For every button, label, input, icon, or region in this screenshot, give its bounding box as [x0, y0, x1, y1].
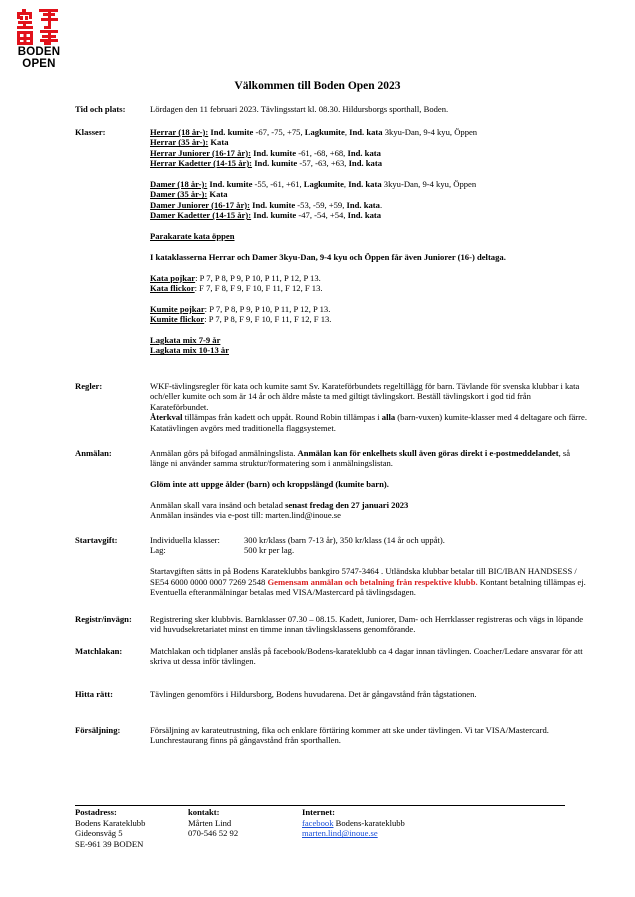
herrar-class-row: [150, 127, 590, 137]
damer-class-rest-bold3: Ind. kata: [348, 179, 382, 190]
matchlakan-text: Matchlakan och tidplaner anslås på facebook/Bodens-karateklubb ca 4 dagar innan tävlingen. Coacher/Ledare ansvarar för att skriva ut dessa inför tävlingen.: [150, 646, 583, 667]
herrar-class-name: Herrar Kadetter (14-15 år):: [150, 158, 253, 169]
glom-note: Glöm inte att uppge ålder (barn) och kroppslängd (kumite barn).: [150, 479, 389, 490]
kata-flickor-classes: : F 7, F 8, F 9, F 10, F 11, F 12, F 13.: [194, 283, 323, 294]
damer-class-rest2: ,: [343, 179, 349, 190]
anmalan-p1c: , så länge ni använder samma struktur/formatering som i anmälningslistan.: [150, 448, 571, 469]
damer-class-rest-bold1: Ind. kumite: [207, 179, 253, 190]
regler-label: Regler:: [75, 381, 103, 391]
anmalan-p1a: Anmälan görs på bifogad anmälningslista.: [150, 448, 298, 458]
startavgift-p2a: Startavgiften sätts in på Bodens Karateklubbs bankgiro 5747-3464 . Utländska klubbar betalar till BIC/IBAN HANDSESS / SE54 6000 0000 0007 7269 2548: [150, 566, 577, 587]
damer-class-name: Damer Kadetter (14-15 år):: [150, 210, 252, 221]
startavgift-text: [150, 535, 590, 597]
forsaljning-label: Försäljning:: [75, 725, 121, 735]
herrar-class-row: [150, 137, 590, 147]
klasser-content: [150, 127, 590, 356]
footer-internet: [302, 807, 405, 839]
internet-label: Internet:: [302, 807, 335, 817]
damer-class-name: Damer (18 år-):: [150, 179, 208, 190]
anmalan-text: [150, 448, 590, 521]
damer-class-rest-bold1: Ind. kumite: [251, 210, 297, 221]
klasser-label: Klasser:: [75, 127, 106, 137]
damer-class-row: [150, 189, 590, 199]
herrar-class-rest-bold1: Ind. kumite: [252, 158, 298, 169]
kata-flickor-label: Kata flickor: [150, 283, 195, 294]
anmalan-p3a: Anmälan skall vara insänd och betalad: [150, 500, 286, 510]
boden-open-logo: [14, 8, 64, 70]
ind-fee: 300 kr/klass (barn 7-13 år), 350 kr/klass (14 år och uppåt).: [244, 535, 445, 545]
herrar-class-rest-bold1: Ind. kumite: [208, 127, 254, 137]
kumite-flickor-label: Kumite flickor: [150, 314, 205, 325]
kontakt-label: kontakt:: [188, 807, 220, 817]
regler-p2b: (barn-vuxen) kumite-klasser med 4 deltagare och färre. Katatävlingen avgörs med traditionella flaggsystemet.: [150, 412, 587, 433]
hitta-text: Tävlingen genomförs i Hildursborg, Bodens huvudarena. Det är gångavstånd från tågstationen.: [150, 689, 477, 699]
anmalan-email-line: Anmälan insändes via e-post till: marten.lind@inoue.se: [150, 510, 341, 521]
damer-class-row: [150, 210, 590, 220]
herrar-class-rest1: -67, -75, +75,: [253, 127, 305, 137]
kumite-pojkar-classes: : P 7, P 8, P 9, P 10, P 11, P 12, P 13.: [204, 303, 331, 314]
herrar-class-rest-bold1: Ind. kumite: [250, 147, 297, 158]
damer-class-row: [150, 179, 590, 189]
parakarate-class: Parakarate kata öppen: [150, 231, 235, 242]
damer-class-name: Damer Juniorer (16-17 år):: [150, 199, 250, 210]
anmalan-label: Anmälan:: [75, 448, 112, 458]
page-title: Välkommen till Boden Open 2023: [234, 80, 401, 92]
damer-class-rest1: -47, -54, +54,: [296, 210, 348, 221]
herrar-class-rest3: 3kyu-Dan, 9-4 kyu, Öppen: [382, 127, 478, 137]
regler-p2a: tillämpas från kadett och uppåt. Round Robin tillämpas i: [182, 412, 382, 423]
logo-text-boden: BODEN: [17, 46, 61, 58]
herrar-class-name: Herrar (35 år-):: [150, 137, 209, 148]
damer-class-rest1: -55, -61, +61,: [252, 179, 304, 190]
herrar-class-rest-bold2: Lagkumite: [304, 127, 345, 137]
email-link[interactable]: marten.lind@inoue.se: [302, 828, 378, 839]
kumite-pojkar-label: Kumite pojkar: [150, 303, 205, 314]
lag-label: Lag:: [150, 545, 166, 556]
hitta-label: Hitta rätt:: [75, 689, 113, 699]
post-line-3: SE-961 39 BODEN: [75, 838, 144, 849]
herrar-class-row: [150, 158, 590, 168]
kata-note: I kataklasserna Herrar och Damer 3kyu-Dan, 9-4 kyu och Öppen får även Juniorer (16-) deltaga.: [150, 251, 506, 262]
logo-text-open: OPEN: [22, 58, 56, 70]
damer-class-rest-bold2: Ind. kata: [346, 199, 380, 210]
damer-class-rest3: 3kyu-Dan, 9-4 kyu, Öppen: [381, 179, 477, 190]
facebook-link[interactable]: facebook: [302, 817, 334, 828]
alla-word: alla: [381, 412, 396, 423]
lag-fee: 500 kr per lag.: [244, 545, 295, 556]
herrar-class-name: Herrar Juniorer (16-17 år):: [150, 147, 251, 158]
herrar-class-rest-bold2: Ind. kata: [347, 147, 381, 158]
tid-label: Tid och plats:: [75, 104, 126, 114]
regler-text: [150, 381, 590, 433]
aterkval-word: Återkval: [150, 412, 183, 423]
herrar-class-rest1: -57, -63, +63,: [297, 158, 349, 169]
startavgift-p2b: Kontant betalning tillämpas ej. Eventuella efteranmälningar betalas med VISA/Mastercard på tävlingsdagen.: [150, 576, 586, 598]
damer-list: [150, 179, 590, 221]
ind-label: Individuella klasser:: [150, 535, 220, 545]
kumite-flickor-classes: : P 7, P 8, F 9, F 10, F 11, F 12, F 13.: [204, 314, 332, 325]
damer-class-rest-bold2: Lagkumite: [303, 179, 344, 190]
post-line-1: Bodens Karateklubb: [75, 817, 146, 828]
anmalan-p1b: Anmälan kan för enkelhets skull även göras direkt i e-postmeddelandet: [297, 448, 559, 458]
forsaljning-text: Försäljning av karateutrustning, fika och enklare förtäring kommer att ske under tävlingen. Vi tar VISA/Mastercard. Lunchrestaurang finns på gångavstånd från sporthallen.: [150, 725, 549, 746]
footer-postadress: [75, 807, 145, 849]
footer-kontakt: [188, 807, 238, 839]
damer-class-rest1: -53, -59, +59,: [295, 199, 347, 210]
damer-class-rest2: .: [379, 199, 383, 210]
herrar-class-rest1: -61, -68, +68,: [296, 147, 348, 158]
damer-class-row: [150, 200, 590, 210]
herrar-class-rest2: ,: [344, 127, 350, 137]
herrar-list: [150, 127, 590, 169]
matchlakan-label: Matchlakan:: [75, 646, 123, 656]
damer-class-rest-bold1: Ind. kumite: [250, 199, 296, 210]
registr-text: Registrering sker klubbvis. Barnklasser 07.30 – 08.15. Kadett, Juniorer, Dam- och Herrklasser registreras och vägs in löpande vid huvudsekretariatet minst en timme innan tävlingsklassens genomförande.: [150, 614, 584, 635]
tid-text: Lördagen den 11 februari 2023. Tävlingsstart kl. 08.30. Hildursborgs sporthall, Boden.: [150, 104, 449, 114]
gemensam-warning: Gemensam anmälan och betalning från respektive klubb.: [267, 576, 478, 587]
kontakt-name: Mårten Lind: [188, 817, 232, 828]
damer-class-name: Damer (35 år-):: [150, 189, 208, 200]
facebook-page-name: Bodens-karateklubb: [333, 817, 405, 828]
damer-class-rest-bold1: Kata: [207, 189, 228, 200]
regler-p1: WKF-tävlingsregler för kata och kumite samt Sv. Karateförbundets regeltillägg för barn. Tävlande för svenska klubbar i kata och/eller kumite och som är 14 år och äldre måste ta med giltigt tävlingskort. Beställ tävlingskort i god tid från Karateförbundet.: [150, 381, 580, 412]
registr-label: Registr/invägn:: [75, 614, 132, 624]
footer: [75, 805, 565, 849]
kanji-emblem-icon: [14, 8, 64, 46]
lagkata-7-9: Lagkata mix 7-9 år: [150, 335, 221, 346]
herrar-class-rest-bold1: Kata: [208, 137, 229, 148]
kontakt-phone: 070-546 52 92: [188, 828, 239, 839]
herrar-class-row: [150, 148, 590, 158]
footer-divider: [75, 805, 565, 806]
lagkata-10-13: Lagkata mix 10-13 år: [150, 345, 230, 356]
post-label: Postadress:: [75, 807, 117, 817]
startavgift-label: Startavgift:: [75, 535, 118, 545]
damer-class-rest-bold2: Ind. kata: [347, 210, 382, 221]
herrar-class-rest-bold3: Ind. kata: [349, 127, 383, 137]
kata-pojkar-classes: : P 7, P 8, P 9, P 10, P 11, P 12, P 13.: [195, 272, 321, 283]
anmalan-deadline: senast fredag den 27 januari 2023: [285, 500, 409, 510]
post-line-2: Gideonsväg 5: [75, 828, 123, 839]
herrar-class-rest-bold2: Ind. kata: [348, 158, 383, 169]
kata-pojkar-label: Kata pojkar: [150, 272, 196, 283]
herrar-class-name: Herrar (18 år-):: [150, 127, 209, 137]
